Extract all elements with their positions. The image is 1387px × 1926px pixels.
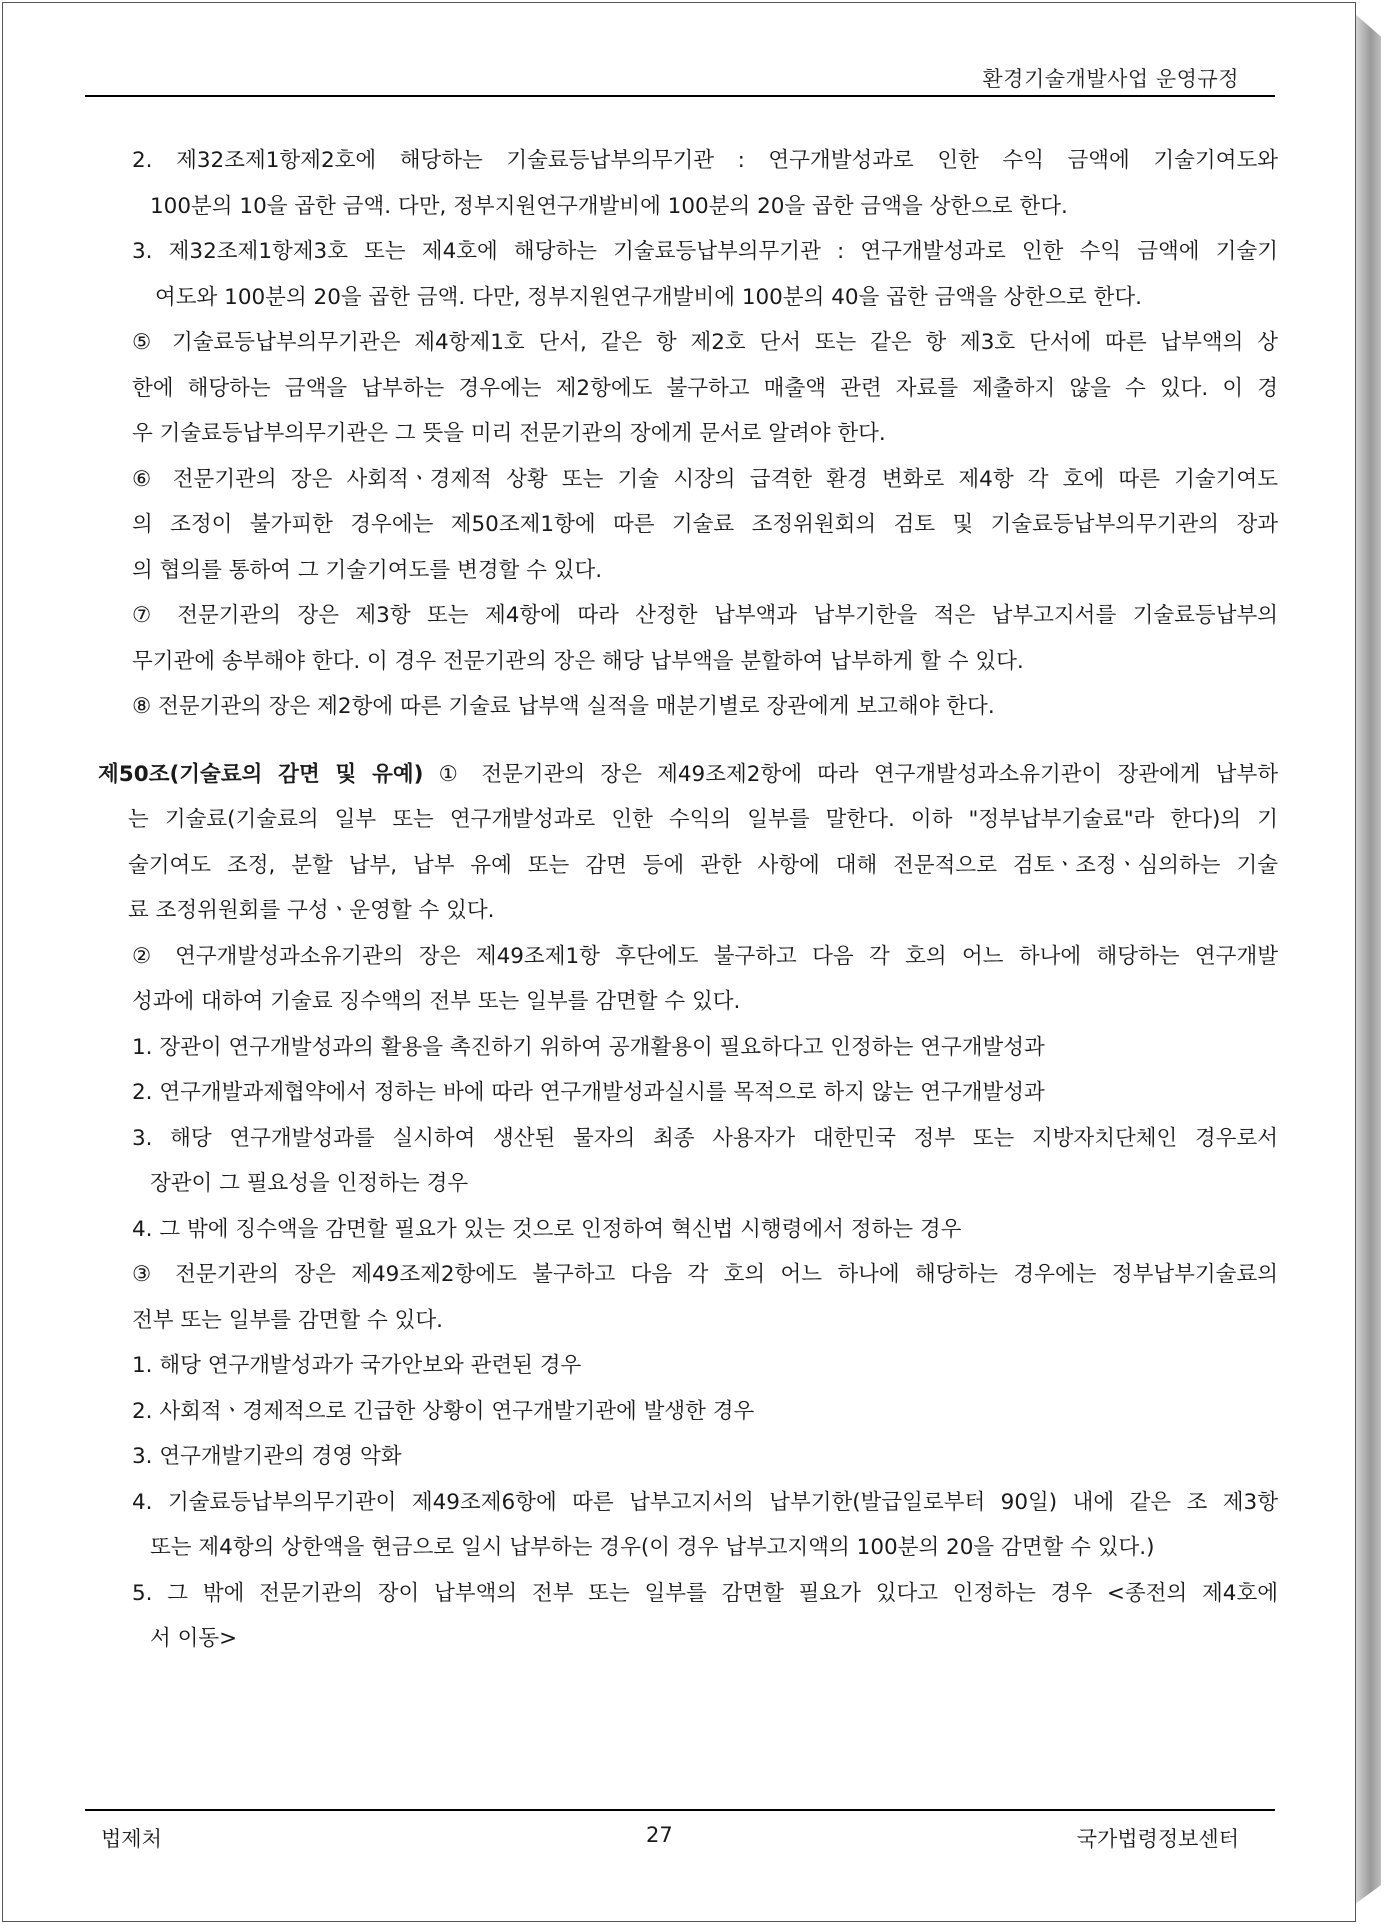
text-line: 3. 연구개발기관의 경영 악화 <box>132 1444 402 1469</box>
text-line: 의 조정이 불가피한 경우에는 제50조제1항에 따른 기술료 조정위원회의 검토 및 기술료등납부의무기관의 장과 <box>132 512 1278 537</box>
text-line: 2. 연구개발과제협약에서 정하는 바에 따라 연구개발성과실시를 목적으로 하지 않는 연구개발성과 <box>132 1080 1045 1105</box>
text-line: 서 이동> <box>150 1626 238 1651</box>
text-line: 3. 제32조제1항제3호 또는 제4호에 해당하는 기술료등납부의무기관 : 연구개발성과로 인한 수익 금액에 기술기 <box>132 239 1278 264</box>
text-line: ③ 전문기관의 장은 제49조제2항에도 불구하고 다음 각 호의 어느 하나에 해당하는 경우에는 정부납부기술료의 <box>132 1262 1278 1287</box>
text-line: 여도와 100분의 20을 곱한 금액. 다만, 정부지원연구개발비에 100분의 40을 곱한 금액을 상한으로 한다. <box>155 284 1142 310</box>
text-line: 전부 또는 일부를 감면할 수 있다. <box>132 1307 444 1333</box>
document-page <box>2 2 1356 1922</box>
footer-publisher: 국가법령정보센터 <box>1076 1827 1239 1851</box>
text-line: 장관이 그 필요성을 인정하는 경우 <box>150 1171 469 1196</box>
footer-source: 법제처 <box>101 1827 162 1851</box>
text-line: ⑦ 전문기관의 장은 제3항 또는 제4항에 따라 산정한 납부액과 납부기한을 적은 납부고지서를 기술료등납부의 <box>132 603 1278 628</box>
article-50-first-line <box>98 752 1278 798</box>
footer-divider <box>85 1809 1275 1811</box>
text-line: ② 연구개발성과소유기관의 장은 제49조제1항 후단에도 불구하고 다음 각 호의 어느 하나에 해당하는 연구개발 <box>132 943 1278 969</box>
text-line: 또는 제4항의 상한액을 현금으로 일시 납부하는 경우(이 경우 납부고지액의 100분의 20을 감면할 수 있다.) <box>150 1535 1155 1560</box>
text-line: 성과에 대하여 기술료 징수액의 전부 또는 일부를 감면할 수 있다. <box>132 989 741 1014</box>
text-line: 한에 해당하는 금액을 납부하는 경우에는 제2항에도 불구하고 매출액 관련 자료를 제출하지 않을 수 있다. 이 경 <box>132 375 1278 401</box>
text-line: 술기여도 조정, 분할 납부, 납부 유예 또는 감면 등에 관한 사항에 대해 전문적으로 검토ㆍ조정ㆍ심의하는 기술 <box>128 852 1278 878</box>
header-title: 환경기술개발사업 운영규정 <box>982 67 1239 91</box>
text-line: 2. 사회적ㆍ경제적으로 긴급한 상황이 연구개발기관에 발생한 경우 <box>132 1398 755 1424</box>
text-line: 2. 제32조제1항제2호에 해당하는 기술료등납부의무기관 : 연구개발성과로 인한 수익 금액에 기술기여도와 <box>132 148 1278 173</box>
text-line: ⑥ 전문기관의 장은 사회적ㆍ경제적 상황 또는 기술 시장의 급격한 환경 변화로 제4항 각 호에 따른 기술기여도 <box>132 466 1278 492</box>
text-line: 100분의 10을 곱한 금액. 다만, 정부지원연구개발비에 100분의 20을 곱한 금액을 상한으로 한다. <box>150 193 1068 219</box>
text-line: 1. 장관이 연구개발성과의 활용을 촉진하기 위하여 공개활용이 필요하다고 인정하는 연구개발성과 <box>132 1034 1045 1060</box>
article-50-text: ① 전문기관의 장은 제49조제2항에 따라 연구개발성과소유기관이 장관에게 납부하 <box>423 761 1278 787</box>
page-curl-shadow <box>1355 14 1381 1904</box>
text-line: 는 기술료(기술료의 일부 또는 연구개발성과로 인한 수익의 일부를 말한다. 이하 "정부납부기술료"라 한다)의 기 <box>128 807 1278 832</box>
article-50-heading: 제50조(기술료의 감면 및 유예) <box>98 761 424 787</box>
text-line: 1. 해당 연구개발성과가 국가안보와 관련된 경우 <box>132 1353 582 1378</box>
text-line: 의 협의를 통하여 그 기술기여도를 변경할 수 있다. <box>132 557 603 583</box>
text-line: 료 조정위원회를 구성ㆍ운영할 수 있다. <box>128 898 495 923</box>
text-line: 3. 해당 연구개발성과를 실시하여 생산된 물자의 최종 사용자가 대한민국 정부 또는 지방자치단체인 경우로서 <box>132 1125 1278 1151</box>
text-line: 무기관에 송부해야 한다. 이 경우 전문기관의 장은 해당 납부액을 분할하여 납부하게 할 수 있다. <box>132 648 1024 674</box>
text-line: 5. 그 밖에 전문기관의 장이 납부액의 전부 또는 일부를 감면할 필요가 있다고 인정하는 경우 <종전의 제4호에 <box>132 1580 1278 1606</box>
text-line: 4. 기술료등납부의무기관이 제49조제6항에 따른 납부고지서의 납부기한(발급일로부터 90일) 내에 같은 조 제3항 <box>132 1489 1278 1515</box>
text-line: ⑤ 기술료등납부의무기관은 제4항제1호 단서, 같은 항 제2호 단서 또는 같은 항 제3호 단서에 따른 납부액의 상 <box>132 330 1278 355</box>
text-line: 우 기술료등납부의무기관은 그 뜻을 미리 전문기관의 장에게 문서로 알려야 한다. <box>132 421 886 446</box>
page-number: 27 <box>646 1823 673 1847</box>
text-line: 4. 그 밖에 징수액을 감면할 필요가 있는 것으로 인정하여 혁신법 시행령에서 정하는 경우 <box>132 1216 962 1242</box>
header-divider <box>85 95 1275 97</box>
text-line: ⑧ 전문기관의 장은 제2항에 따른 기술료 납부액 실적을 매분기별로 장관에게 보고해야 한다. <box>132 694 995 719</box>
document-body <box>98 138 1278 1662</box>
